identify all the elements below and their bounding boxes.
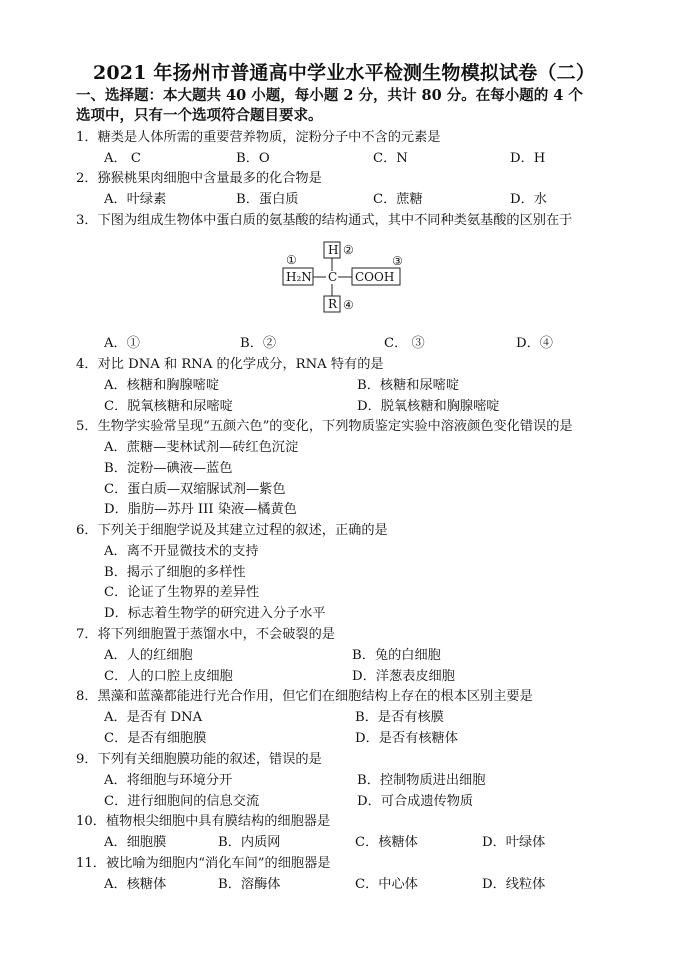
question-2-option-c: C．蔗糖 xyxy=(373,192,423,207)
question-1-option-b: B．O xyxy=(236,151,270,166)
question-8-option-c: C．是否有细胞膜 xyxy=(104,731,207,746)
question-5-option-b: B．淀粉—碘液—蓝色 xyxy=(104,461,233,476)
question-6-stem: 6．下列关于细胞学说及其建立过程的叙述，正确的是 xyxy=(76,523,388,538)
question-11-option-b: B．溶酶体 xyxy=(218,877,281,892)
question-2-option-d: D．水 xyxy=(510,192,547,207)
marker-4: ④ xyxy=(343,298,354,312)
question-3-option-c: C． ③ xyxy=(384,336,425,351)
question-9-option-a: A．将细胞与环境分开 xyxy=(104,773,233,788)
question-7-option-b: B．兔的白细胞 xyxy=(352,648,441,663)
question-5-option-c: C．蛋白质—双缩脲试剂—紫色 xyxy=(104,482,286,497)
question-8-option-d: D．是否有核糖体 xyxy=(355,731,458,746)
question-6-option-a: A．离不开显微技术的支持 xyxy=(104,544,259,559)
question-6-option-c: C．论证了生物界的差异性 xyxy=(104,585,260,600)
question-10-option-b: B．内质网 xyxy=(218,835,281,850)
question-7-stem: 7．将下列细胞置于蒸馏水中，不会破裂的是 xyxy=(76,627,335,642)
question-1-option-a: A． C xyxy=(104,151,141,166)
section-heading-line1: 一、选择题：本大题共 40 小题，每小题 2 分，共计 80 分。在每小题的 4 个 xyxy=(76,87,583,104)
question-9-option-d: D．可合成遗传物质 xyxy=(357,794,474,809)
question-4-option-c: C．脱氧核糖和尿嘧啶 xyxy=(104,399,233,414)
question-6-option-d: D．标志着生物学的研究进入分子水平 xyxy=(104,606,326,621)
marker-2: ② xyxy=(343,243,354,257)
question-3-stem: 3．下图为组成生物体中蛋白质的氨基酸的结构通式，其中不同种类氨基酸的区别在于 xyxy=(76,213,573,228)
question-6-option-b: B．揭示了细胞的多样性 xyxy=(104,565,246,580)
question-8-stem: 8．黑藻和蓝藻都能进行光合作用，但它们在细胞结构上存在的根本区别主要是 xyxy=(76,689,533,704)
question-5-stem: 5．生物学实验常呈现“五颜六色”的变化，下列物质鉴定实验中溶液颜色变化错误的是 xyxy=(76,419,573,434)
h-label: H xyxy=(328,243,339,257)
question-9-option-b: B．控制物质进出细胞 xyxy=(357,773,486,788)
question-4-stem: 4．对比 DNA 和 RNA 的化学成分，RNA 特有的是 xyxy=(76,357,384,372)
amino-acid-structure-diagram xyxy=(280,238,420,318)
exam-title: 2021 年扬州市普通高中学业水平检测生物模拟试卷（二） xyxy=(92,62,596,84)
question-5-option-d: D．脂肪—苏丹 III 染液—橘黄色 xyxy=(104,502,297,517)
question-4-option-b: B．核糖和尿嘧啶 xyxy=(357,378,460,393)
question-10-option-d: D．叶绿体 xyxy=(482,835,546,850)
question-2-stem: 2．猕猴桃果肉细胞中含量最多的化合物是 xyxy=(76,171,322,186)
question-4-option-d: D．脱氧核糖和胸腺嘧啶 xyxy=(357,399,500,414)
carboxyl-label: COOH xyxy=(355,270,395,284)
question-10-option-a: A．细胞膜 xyxy=(104,835,167,850)
question-7-option-c: C．人的口腔上皮细胞 xyxy=(104,669,233,684)
question-10-stem: 10．植物根尖细胞中具有膜结构的细胞器是 xyxy=(76,814,331,829)
question-7-option-d: D．洋葱表皮细胞 xyxy=(352,669,455,684)
question-2-option-a: A．叶绿素 xyxy=(104,192,167,207)
question-8-option-a: A．是否有 DNA xyxy=(104,710,203,725)
question-1-option-d: D．H xyxy=(510,151,546,166)
amino-group-label: H₂N xyxy=(286,270,312,284)
question-2-option-b: B．蛋白质 xyxy=(236,192,299,207)
question-3-option-a: A．① xyxy=(104,336,140,351)
question-1-option-c: C．N xyxy=(373,151,408,166)
question-10-option-c: C．核糖体 xyxy=(355,835,418,850)
question-11-option-a: A．核糖体 xyxy=(104,877,167,892)
question-4-option-a: A．核糖和胸腺嘧啶 xyxy=(104,378,220,393)
question-11-option-d: D．线粒体 xyxy=(482,877,546,892)
question-3-option-b: B．② xyxy=(240,336,277,351)
r-label: R xyxy=(328,297,338,311)
section-heading-line2: 选项中，只有一个选项符合题目要求。 xyxy=(76,107,323,124)
question-7-option-a: A．人的红细胞 xyxy=(104,648,193,663)
question-1-stem: 1．糖类是人体所需的重要营养物质，淀粉分子中不含的元素是 xyxy=(76,130,441,145)
question-9-stem: 9．下列有关细胞膜功能的叙述，错误的是 xyxy=(76,752,322,767)
question-11-stem: 11．被比喻为细胞内“消化车间”的细胞器是 xyxy=(76,856,331,871)
question-8-option-b: B．是否有核膜 xyxy=(355,710,444,725)
central-carbon-label: C xyxy=(328,270,338,284)
question-5-option-a: A．蔗糖—斐林试剂—砖红色沉淀 xyxy=(104,440,299,455)
marker-3: ③ xyxy=(392,254,403,268)
question-11-option-c: C．中心体 xyxy=(355,877,418,892)
marker-1: ① xyxy=(286,253,297,267)
question-9-option-c: C．进行细胞间的信息交流 xyxy=(104,794,260,809)
question-3-option-d: D．④ xyxy=(516,336,553,351)
